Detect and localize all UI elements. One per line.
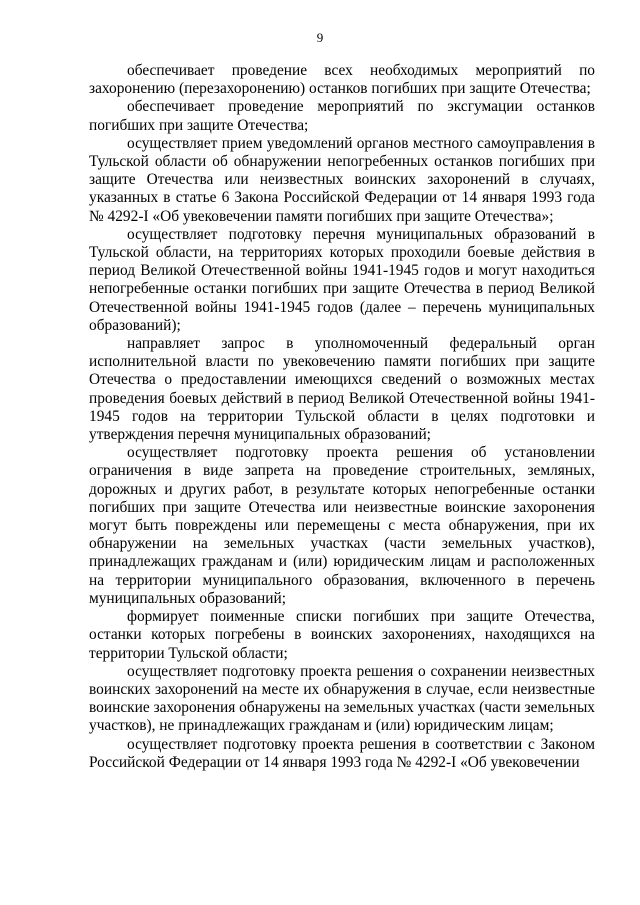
paragraph-preservation-decision: осуществляет подготовку проекта решения о сохранении неизвестных воинских захоронений на месте их обнаружения в случае, если неизвестные воинские захоронения обнаружены на земельных участках (части земельных участков), не принадлежащих гражданам и (или) юридическим лицам; xyxy=(89,662,595,735)
paragraph-exhumation: обеспечивает проведение мероприятий по эксгумации останков погибших при защите Отечества; xyxy=(89,98,595,134)
paragraph-municipal-list: осуществляет подготовку перечня муниципальных образований в Тульской области, на территориях которых проходили боевые действия в период Великой Отечественной войны 1941-1945 годов и могут находиться непогребенные останки погибших при защите Отечества в период Великой Отечественной войны 1941-1945 годов (далее – перечень муниципальных образований); xyxy=(89,225,595,334)
paragraph-restriction-decision: осуществляет подготовку проекта решения об установлении ограничения в виде запрета на проведение строительных, земляных, дорожных и других работ, в результате которых непогребенные останки погибших при защите Отечества или неизвестные воинские захоронения могут быть повреждены или перемещены с места обнаружения, при их обнаружении на земельных участках (части земельных участков), принадлежащих гражданам и (или) юридическим лицам и расположенных на территории муниципального образования, включенного в перечень муниципальных образований; xyxy=(89,444,595,607)
page-number: 9 xyxy=(316,30,324,45)
paragraph-burial: обеспечивает проведение всех необходимых мероприятий по захоронению (перезахоронению) останков погибших при защите Отечества; xyxy=(89,62,595,98)
paragraph-notifications: осуществляет прием уведомлений органов местного самоуправления в Тульской области об обнаружении непогребенных останков погибших при защите Отечества или неизвестных воинских захоронений в случаях, указанных в статье 6 Закона Российской Федерации от 14 января 1993 года № 4292-I «Об увековечении памяти погибших при защите Отечества»; xyxy=(89,134,595,225)
paragraph-name-lists: формирует поименные списки погибших при защите Отечества, останки которых погребены в воинских захоронениях, находящихся на территории Тульской области; xyxy=(89,608,595,662)
paragraph-federal-request: направляет запрос в уполномоченный федеральный орган исполнительной власти по увековечению памяти погибших при защите Отечества о предоставлении имеющихся сведений о возможных местах проведения боевых действий в период Великой Отечественной войны 1941-1945 годов на территории Тульской области в целях подготовки и утверждения перечня муниципальных образований; xyxy=(89,335,595,444)
paragraph-law-decision: осуществляет подготовку проекта решения в соответствии с Законом Российской Федерации от 14 января 1993 года № 4292-I «Об увековечении xyxy=(89,735,595,771)
document-body xyxy=(89,62,595,772)
